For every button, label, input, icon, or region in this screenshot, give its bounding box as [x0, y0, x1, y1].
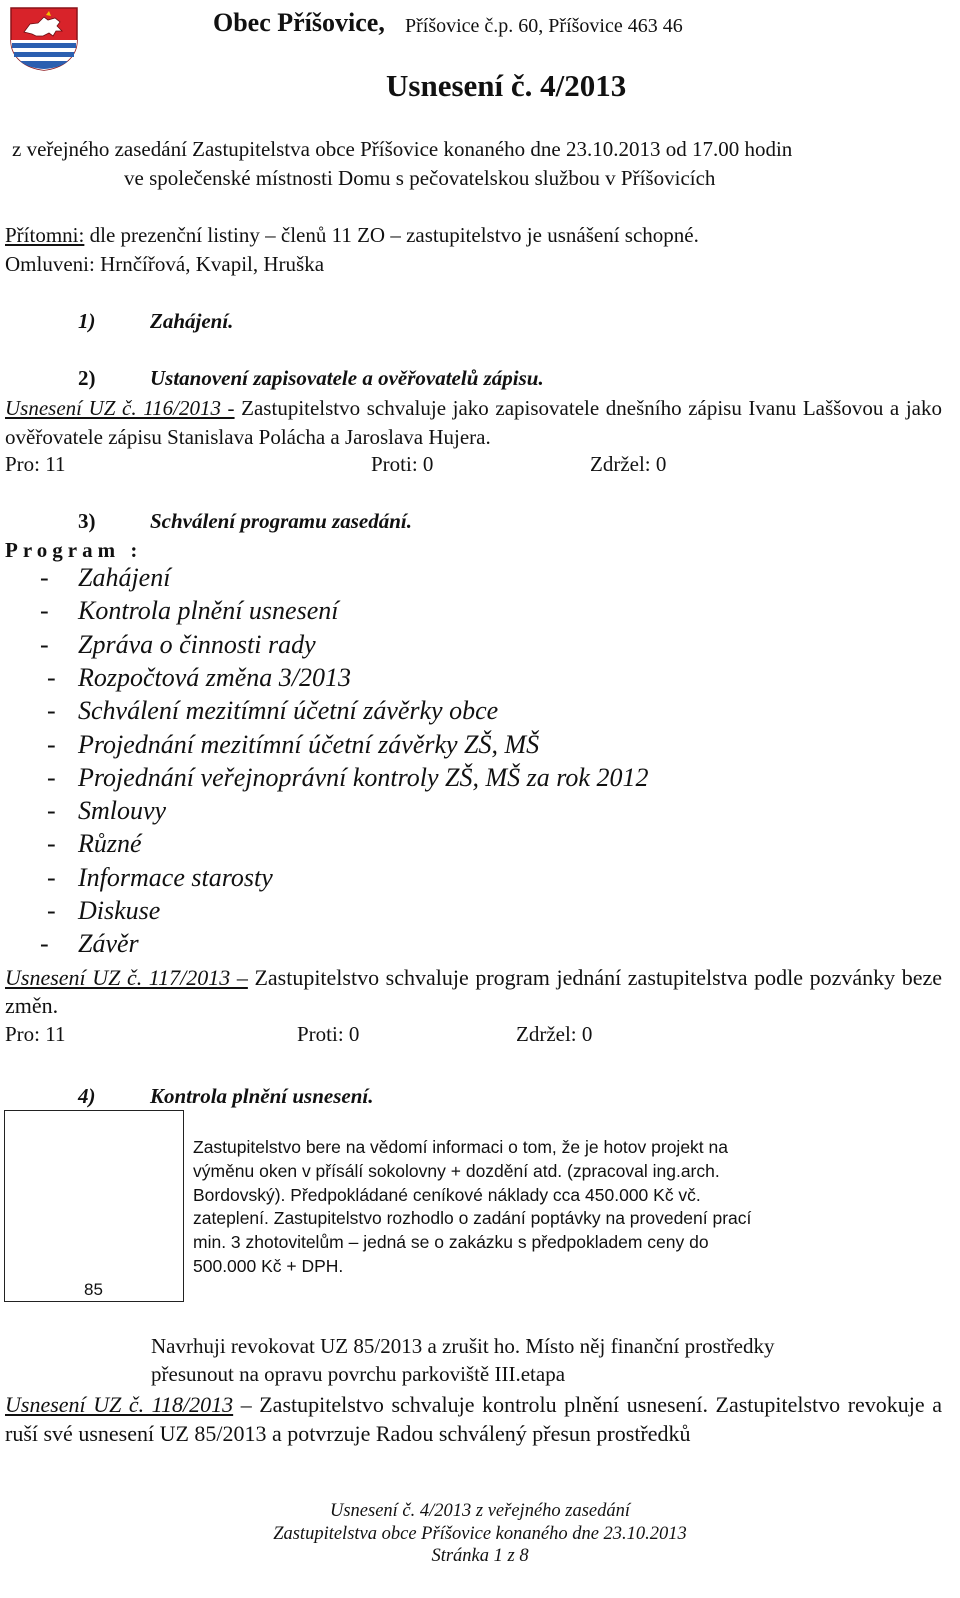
section-2-heading	[78, 366, 778, 394]
program-item-bullet: -	[40, 596, 49, 626]
program-item	[0, 863, 900, 895]
vote-1-pro: Pro: 11	[5, 452, 66, 476]
program-item	[0, 829, 900, 861]
program-item-label: Zpráva o činnosti rady	[78, 629, 316, 659]
vote-results-2	[5, 1022, 905, 1050]
program-item-bullet: -	[47, 729, 56, 759]
section-1-number: 1)	[78, 309, 96, 333]
section-1-title: Zahájení.	[150, 309, 234, 333]
program-item-bullet: -	[47, 896, 56, 925]
resolution-118-text: – Zastupitelstvo schvaluje kontrolu plnění usnesení. Zastupitelstvo revokuje a ruší své usnesení UZ 85/2013 a potvrzuje Radou schválený přesun prostředků	[5, 1392, 942, 1446]
section-4-number: 4)	[78, 1084, 96, 1108]
attendance-line	[5, 223, 699, 248]
resolution-117-ref: Usnesení UZ č. 117/2013 –	[5, 965, 248, 990]
program-item-bullet: -	[47, 862, 56, 892]
section-4-title: Kontrola plnění usnesení.	[150, 1084, 374, 1108]
program-item-label: Diskuse	[78, 896, 161, 925]
resolution-number: 85	[84, 1280, 103, 1299]
footer-line-3: Stránka 1 z 8	[431, 1546, 529, 1566]
proposal-line-1: Navrhuji revokovat UZ 85/2013 a zrušit ho. Místo něj finanční prostředky	[151, 1334, 775, 1358]
program-item-bullet: -	[47, 696, 56, 726]
resolution-118	[5, 1390, 942, 1448]
program-item-bullet: -	[47, 796, 56, 826]
section-2-title: Ustanovení zapisovatele a ověřovatelů zápisu.	[150, 366, 544, 390]
footer-line-1: Usnesení č. 4/2013 z veřejného zasedání	[329, 1501, 631, 1521]
section-3-heading	[78, 509, 578, 537]
program-item	[0, 730, 900, 762]
section-3-number: 3)	[78, 509, 96, 533]
resolution-117-text: Zastupitelstvo schvaluje program jednání zastupitelstva podle pozvánky beze změn.	[5, 965, 942, 1018]
resolution-116-text: Zastupitelstvo schvaluje jako zapisovatele dnešního zápisu Ivanu Laššovou a jako ověřovatele zápisu Stanislava Polácha a Jaroslava Hujera.	[5, 396, 943, 449]
proposal-line-2: přesunout na opravu povrchu parkoviště III.etapa	[151, 1362, 566, 1386]
present-label: Přítomni:	[5, 223, 85, 247]
page-footer	[0, 1500, 960, 1568]
program-item	[0, 563, 900, 595]
municipal-crest-logo	[8, 6, 80, 72]
subtitle-line-1: z veřejného zasedání Zastupitelstva obce Příšovice konaného dne 23.10.2013 od 17.00 hodin	[12, 137, 793, 161]
section-4-heading	[78, 1084, 578, 1112]
resolution-117	[5, 964, 942, 1020]
program-item-label: Informace starosty	[78, 862, 273, 892]
resolution-85-text: Zastupitelstvo bere na vědomí informaci o tom, že je hotov projekt na výměnu oken v přísálí sokolovny + dozdění atd. (zpracoval ing.arch. Bordovský). Předpokládané ceníkové náklady cca 450.000 Kč vč. zateplení. Zastupitelstvo rozhodlo o zadání poptávky na provedení prací min. 3 zhotovitelům – jedná se o zakázku s předpokladem ceny do 500.000 Kč + DPH.	[193, 1137, 752, 1276]
program-item	[0, 896, 900, 928]
program-heading: Program :	[5, 538, 143, 562]
program-item-bullet: -	[47, 829, 56, 859]
program-item-label: Různé	[78, 829, 142, 859]
program-item-bullet: -	[47, 762, 56, 792]
municipality-address: Příšovice č.p. 60, Příšovice 463 46	[405, 15, 683, 37]
program-item	[0, 929, 900, 961]
program-item	[0, 696, 900, 728]
program-item	[0, 596, 900, 628]
section-3-title: Schválení programu zasedání.	[150, 509, 412, 533]
resolution-116	[5, 394, 942, 452]
program-item-label: Kontrola plnění usnesení	[78, 596, 339, 626]
excused-line: Omluveni: Hrnčířová, Kvapil, Hruška	[5, 252, 325, 276]
section-1-heading	[78, 309, 478, 337]
footer-line-2: Zastupitelstva obce Příšovice konaného dne 23.10.2013	[273, 1523, 687, 1544]
vote-results-1	[5, 452, 905, 480]
vote-2-proti: Proti: 0	[297, 1022, 360, 1046]
program-item-label: Rozpočtová změna 3/2013	[78, 662, 351, 692]
program-item-bullet: -	[40, 629, 49, 659]
program-item-label: Smlouvy	[78, 796, 167, 826]
program-item-label: Schválení mezitímní účetní závěrky obce	[78, 696, 499, 726]
resolution-116-ref: Usnesení UZ č. 116/2013 -	[5, 396, 235, 420]
section-2-number: 2)	[78, 366, 96, 390]
vote-1-proti: Proti: 0	[371, 452, 434, 476]
program-item	[0, 630, 900, 662]
vote-2-zdrzel: Zdržel: 0	[516, 1022, 593, 1046]
program-item-label: Projednání veřejnoprávní kontroly ZŠ, MŠ za rok 2012	[78, 762, 649, 792]
program-item-bullet: -	[40, 563, 49, 592]
program-item-bullet: -	[40, 929, 49, 959]
program-item	[0, 663, 900, 695]
program-item-bullet: -	[47, 662, 56, 692]
program-item	[0, 796, 900, 828]
resolution-118-ref: Usnesení UZ č. 118/2013	[5, 1392, 234, 1417]
program-item-label: Závěr	[78, 929, 139, 959]
vote-1-zdrzel: Zdržel: 0	[590, 452, 667, 476]
program-item	[0, 763, 900, 795]
document-title: Usnesení č. 4/2013	[386, 68, 627, 103]
present-text: dle prezenční listiny – členů 11 ZO – zastupitelstvo je usnášení schopné.	[84, 223, 699, 247]
vote-2-pro: Pro: 11	[5, 1022, 66, 1046]
program-item-label: Projednání mezitímní účetní závěrky ZŠ, MŠ	[78, 729, 540, 759]
subtitle-line-2: ve společenské místnosti Domu s pečovatelskou službou v Příšovicích	[124, 166, 716, 190]
program-item-label: Zahájení	[78, 563, 171, 592]
municipality-name: Obec Příšovice,	[213, 8, 385, 37]
resolution-number-cell	[4, 1110, 184, 1302]
